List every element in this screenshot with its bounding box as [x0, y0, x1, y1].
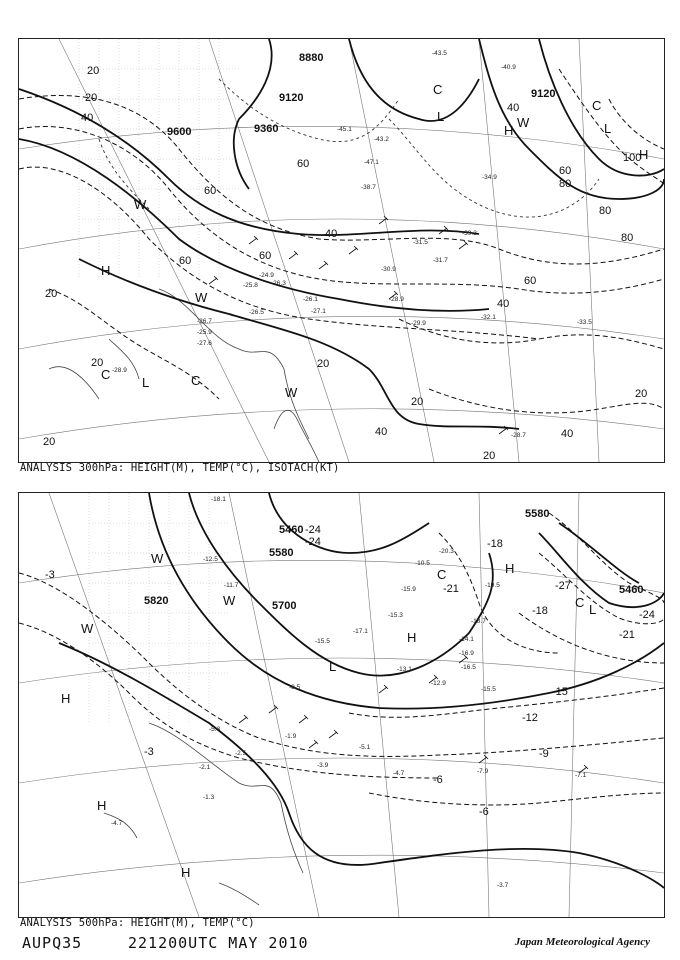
isotach-label: 20 [635, 388, 648, 400]
temp-label: -14.1 [459, 636, 474, 643]
temp-label: -30.9 [381, 266, 396, 273]
temp-label: -26.7 [197, 318, 212, 325]
height-label: 9120 [531, 88, 556, 100]
low-center: L [604, 121, 612, 136]
cold-center: C [433, 82, 443, 97]
temp-contour-label: -6 [479, 806, 489, 818]
temp-contour-label: -15 [552, 686, 568, 698]
analysis-grid [89, 493, 229, 723]
chart-300hpa [18, 38, 665, 463]
temp-label: -28.9 [389, 296, 404, 303]
valid-time: 221200UTC MAY 2010 [128, 934, 309, 952]
temp-contour-label: -24 [305, 524, 321, 536]
temp-contour-label: -6 [433, 774, 443, 786]
panel-caption-300hpa: ANALYSIS 300hPa: HEIGHT(M), TEMP(°C), ISOTACH(KT) [20, 462, 340, 474]
temp-label: -31.5 [413, 239, 428, 246]
high-center: H [639, 147, 649, 162]
temp-label: -5.1 [359, 744, 371, 751]
isotach-label: 20 [45, 288, 58, 300]
temp-label: -27.6 [197, 340, 212, 347]
low-center: L [142, 375, 150, 390]
temp-contour-label: -12 [522, 712, 538, 724]
temp-label: -43.2 [374, 136, 389, 143]
temp-label: -47.1 [364, 159, 379, 166]
temp-contour-label: -18 [487, 538, 503, 550]
temp-label: -2.1 [199, 764, 211, 771]
height-label: 5700 [272, 600, 297, 612]
temp-label: -18.1 [211, 496, 226, 503]
high-center: H [101, 263, 111, 278]
chart-code: AUPQ35 [22, 934, 83, 952]
isotach-label: 60 [524, 275, 537, 287]
height-label: 8880 [299, 52, 324, 64]
cold-center: C [592, 98, 602, 113]
cold-center: C [191, 373, 201, 388]
graticule [19, 39, 664, 462]
chart-300hpa-svg [19, 39, 664, 462]
temp-label: -26.3 [271, 280, 286, 287]
low-center: L [329, 659, 337, 674]
temp-label: -13.1 [397, 666, 412, 673]
warm-center: W [134, 197, 147, 212]
temp-label: -32.1 [481, 314, 496, 321]
temp-contour-label: -9 [539, 748, 549, 760]
isotach-label: 60 [179, 255, 192, 267]
graticule [19, 493, 664, 917]
high-center: H [181, 865, 191, 880]
isotach-label: 80 [559, 178, 572, 190]
height-contours [59, 493, 664, 888]
warm-center: W [195, 290, 208, 305]
temp-label: -10.5 [415, 560, 430, 567]
high-center: H [61, 691, 71, 706]
cold-center: C [437, 567, 447, 582]
temp-label: -29.9 [411, 320, 426, 327]
isotach-label: 20 [85, 92, 98, 104]
temp-label: -7.1 [575, 772, 587, 779]
temp-label: -8.5 [289, 684, 301, 691]
cold-center: C [101, 367, 111, 382]
isotach-label: 20 [411, 396, 424, 408]
temp-label: -15.5 [315, 638, 330, 645]
isotach-label: 20 [483, 450, 496, 462]
coastline [49, 289, 319, 462]
agency-name: Japan Meteorological Agency [514, 936, 650, 948]
height-label: 9360 [254, 123, 279, 135]
temp-label: -16.9 [459, 650, 474, 657]
height-label: 5460 [279, 524, 304, 536]
temp-label: -24.9 [259, 272, 274, 279]
temp-label: -2.5 [235, 750, 247, 757]
temp-label: -4.7 [111, 820, 123, 827]
temp-label: -17.1 [353, 628, 368, 635]
isotach-label: 40 [375, 426, 388, 438]
temp-label: -40.9 [501, 64, 516, 71]
temp-label: -4.7 [393, 770, 405, 777]
temp-label: -26.5 [249, 309, 264, 316]
temp-label: -39.3 [462, 230, 477, 237]
warm-center: W [223, 593, 236, 608]
high-center: H [407, 630, 417, 645]
temp-label: -28.7 [511, 432, 526, 439]
panel-caption-500hpa: ANALYSIS 500hPa: HEIGHT(M), TEMP(°C) [20, 917, 255, 929]
temp-label: -12.9 [431, 680, 446, 687]
low-center: L [437, 109, 445, 124]
temp-label: -34.9 [482, 174, 497, 181]
height-label: 9120 [279, 92, 304, 104]
isotach-contours [19, 69, 664, 413]
isotach-label: 20 [87, 65, 100, 77]
temp-label: -20.3 [439, 548, 454, 555]
isotach-label: 80 [621, 232, 634, 244]
isotach-label: 40 [325, 228, 338, 240]
isotach-label: 20 [91, 357, 104, 369]
temp-contour-label: -21 [619, 629, 635, 641]
isotach-label: 40 [81, 112, 94, 124]
temp-contour-label: -27 [555, 580, 571, 592]
temp-label: -31.7 [433, 257, 448, 264]
temp-label: -26.1 [303, 296, 318, 303]
isotach-label: 80 [599, 205, 612, 217]
isotach-label: 60 [259, 250, 272, 262]
temp-label: -43.5 [432, 50, 447, 57]
temp-label: -15.3 [388, 612, 403, 619]
temp-label: -18.7 [471, 618, 486, 625]
temp-label: -15.9 [401, 586, 416, 593]
isotach-label: 40 [507, 102, 520, 114]
height-label: 5460 [619, 584, 644, 596]
chart-500hpa-svg [19, 493, 664, 917]
warm-center: W [81, 621, 94, 636]
isotach-label: 100 [623, 152, 642, 164]
temp-label: -38.7 [361, 184, 376, 191]
high-center: H [505, 561, 515, 576]
temp-label: -16.5 [461, 664, 476, 671]
temp-label: -7.9 [477, 768, 489, 775]
temp-label: -25.9 [197, 329, 212, 336]
temp-label: -25.8 [243, 282, 258, 289]
cold-center: C [575, 595, 585, 610]
isotach-label: 40 [497, 298, 510, 310]
temp-contour-label: -3 [144, 746, 154, 758]
analysis-grid [79, 39, 239, 279]
temperature-contours [99, 79, 602, 217]
temp-label: -28.9 [112, 367, 127, 374]
temp-label: -12.5 [203, 556, 218, 563]
temperature-contours [19, 513, 664, 805]
height-label: 5820 [144, 595, 169, 607]
isotach-label: 40 [561, 428, 574, 440]
isotach-label: 20 [317, 358, 330, 370]
coastline [104, 723, 303, 905]
temp-contour-label: -24 [305, 536, 321, 548]
isotach-label: 60 [204, 185, 217, 197]
height-label: 5580 [269, 547, 294, 559]
height-label: 5580 [525, 508, 550, 520]
warm-center: W [517, 115, 530, 130]
high-center: H [504, 123, 514, 138]
temp-contour-label: -18 [532, 605, 548, 617]
temp-label: -11.7 [224, 582, 239, 589]
temp-label: -45.1 [337, 126, 352, 133]
height-label: 9600 [167, 126, 192, 138]
isotach-label: 60 [297, 158, 310, 170]
isotach-label: 60 [559, 165, 572, 177]
temp-label: -3.9 [317, 762, 329, 769]
temp-label: -33.5 [577, 319, 592, 326]
warm-center: W [151, 551, 164, 566]
temp-label: -5.3 [209, 726, 221, 733]
high-center: H [97, 798, 107, 813]
temp-contour-label: -24 [639, 609, 655, 621]
temp-contour-label: -3 [45, 569, 55, 581]
temp-label: -1.9 [285, 733, 297, 740]
temp-label: -15.5 [481, 686, 496, 693]
temp-label: -19.5 [485, 582, 500, 589]
isotach-label: 20 [43, 436, 56, 448]
chart-500hpa [18, 492, 665, 918]
warm-center: W [285, 385, 298, 400]
temp-label: -1.3 [203, 794, 215, 801]
temp-label: -3.7 [497, 882, 509, 889]
temp-label: -27.1 [311, 308, 326, 315]
temp-contour-label: -21 [443, 583, 459, 595]
low-center: L [589, 602, 597, 617]
